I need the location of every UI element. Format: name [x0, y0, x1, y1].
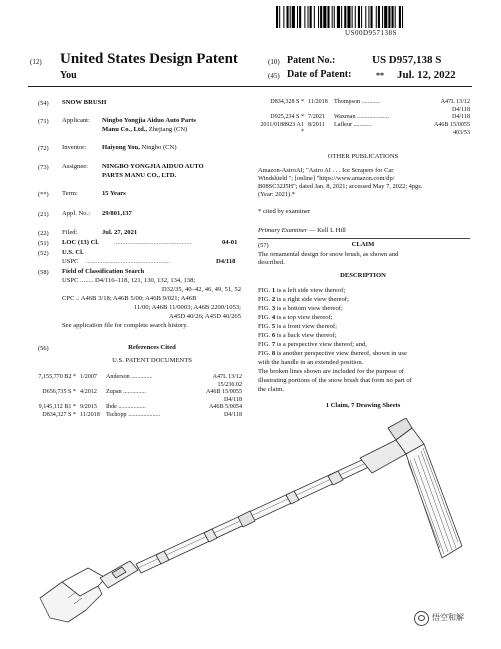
applicant-label: Applicant: [62, 117, 90, 124]
fig-caption: is a perspective view thereof; and, [275, 341, 367, 348]
ref-name: Waxman ..................... [334, 114, 390, 120]
barcode-bar [395, 6, 396, 28]
ref-class: D4/118 [223, 412, 242, 418]
inventor-label: Inventor: [62, 144, 87, 151]
barcode-bar [402, 6, 403, 28]
figure-description-line [258, 287, 345, 295]
assignee-line2: PARTS MANU CO., LTD. [102, 172, 177, 179]
ref-name: Anderson .............. [106, 374, 153, 380]
barcode-bar [310, 6, 312, 28]
fig-caption: is a front view thereof; [275, 323, 337, 330]
barcode-bar [287, 6, 289, 28]
fig-prefix: FIG. [258, 305, 272, 312]
ref-class-secondary: 15/236.02 [217, 381, 242, 388]
ref-date: 11/2018 [80, 412, 100, 418]
barcode-bar [292, 6, 295, 28]
figure-description-line [258, 323, 337, 331]
barcode-bar [355, 6, 356, 28]
fig-caption: is a right side view thereof; [275, 296, 349, 303]
filed-label: Filed: [62, 229, 78, 236]
term-value: 15 Years [102, 190, 126, 197]
code-45: (45) [268, 72, 280, 80]
document-type-title: United States Design Patent [60, 51, 238, 67]
other-publications-title: OTHER PUBLICATIONS [327, 153, 399, 160]
description-title: DESCRIPTION [340, 272, 386, 279]
barcode-bar [365, 6, 366, 28]
ref-class: D4/118 [451, 114, 470, 120]
examiner-name: — Kell L Hill [308, 227, 346, 234]
field-line3: CPC .. A46B 3/18; A46B 5/00; A46B 9/021; A46B [62, 295, 197, 302]
inventor-short: You [60, 70, 77, 81]
barcode-bar [276, 6, 278, 28]
other-pub-line3: B08SC32J5H"; dated Jan. 8, 2021; accessed May 7, 2022; 4pgs. [258, 183, 423, 190]
field-code: (58) [38, 269, 49, 276]
ref-class-secondary: D4/118 [451, 106, 470, 113]
ref-number: 2011/0188923 A1 * [260, 122, 304, 136]
figure-description-line [258, 350, 407, 358]
ref-name: Zupan ............... [106, 389, 146, 395]
ref-date: 11/2018 [308, 99, 328, 105]
ref-number: D834,328 S * [270, 99, 304, 105]
broken-lines-2: illustrating portions of the snow brush that form no part of [258, 377, 412, 384]
uspc-label: USPC [62, 258, 79, 265]
barcode-bar [358, 6, 360, 28]
applicant-line1: Ningbo Yongjia Aiduo Auto Parts [102, 117, 196, 124]
publication-number-under-barcode: US00D957138S [345, 29, 397, 37]
term-code: (**) [38, 191, 49, 198]
claim-code: (57) [258, 242, 269, 249]
barcode-bar [299, 6, 301, 28]
barcode-bar [297, 6, 298, 28]
barcode-bar [314, 6, 315, 28]
assignee-label: Assignee: [62, 163, 89, 170]
watermark-text: 悟空和解 [432, 613, 464, 622]
appl-label: Appl. No.: [62, 210, 91, 217]
barcode-bar [279, 6, 280, 28]
field-line5: A45D 40/26; A45D 40/265 [169, 313, 241, 320]
field-line2: D32/35, 40–42, 46, 49, 51, 52 [161, 286, 241, 293]
ref-number: D656,735 S * [42, 389, 76, 395]
ref-class-secondary: D4/118 [223, 396, 242, 403]
field-label: Field of Classification Search [62, 268, 145, 275]
assignee-line1: NINGBO YONGJIA AIDUO AUTO [102, 163, 204, 170]
barcode-bar [344, 6, 346, 28]
barcode-bar [352, 6, 353, 28]
barcode-bar [376, 6, 377, 28]
field-line4: 11/00; A46B 11/0003; A46B 2200/1053; [133, 304, 241, 311]
fig-number: 1 [271, 287, 276, 294]
barcode-bar [304, 6, 305, 28]
fig-caption: is a top view thereof; [275, 314, 333, 321]
figure-description-line [258, 305, 343, 313]
appl-number: 29/801,137 [102, 210, 132, 217]
fig-prefix: FIG. [258, 341, 272, 348]
other-pub-line2: Windshield "; [online] "https://www.amazon.com/dp/ [258, 175, 395, 182]
references-title: References Cited [128, 344, 176, 351]
fig-number: 4 [271, 314, 276, 321]
barcode-bar [337, 6, 340, 28]
cited-by-examiner: * cited by examiner [258, 208, 311, 215]
barcode-bar [308, 6, 309, 28]
fig-number: 5 [271, 323, 276, 330]
barcode-bar [399, 6, 401, 28]
applicant-line2-rest: Zhejiang (CN) [148, 126, 188, 133]
fig-prefix: FIG. [258, 332, 272, 339]
barcode-bar [341, 6, 342, 28]
ref-class: A46B 15/0055 [433, 122, 470, 128]
figure-description-line [258, 296, 349, 304]
barcode-bar [327, 6, 329, 28]
claim-line1: The ornamental design for snow brush, as shown and [258, 251, 399, 258]
patent-date: Jul. 12, 2022 [397, 69, 456, 81]
ref-date: 8/2011 [308, 122, 325, 128]
fig-caption: is a left side view thereof; [275, 287, 346, 294]
fig-caption: is a bottom view thereof; [275, 305, 343, 312]
ref-name: Ihde .................. [106, 404, 146, 410]
fig-prefix: FIG. [258, 350, 272, 357]
ref-name: Thompson ............ [334, 99, 380, 105]
date-of-patent-label: Date of Patent: [287, 69, 352, 80]
barcode-bar [332, 6, 333, 28]
broken-lines-3: the claim. [258, 386, 284, 393]
barcode-bar [382, 6, 383, 28]
wechat-icon [414, 611, 429, 626]
fig-number: 3 [271, 305, 276, 312]
filed-code: (22) [38, 230, 49, 237]
term-label: Term: [62, 190, 78, 197]
inventor-name: Haiyong You, [102, 144, 140, 151]
uspc-value: D4/118 [216, 258, 236, 265]
code-12: (12) [30, 58, 42, 66]
applicant-code: (71) [38, 118, 49, 125]
fig-number: 6 [271, 332, 276, 339]
field-line1: USPC ........ D4/116–118, 121, 130, 132, 134, 138; [62, 277, 196, 284]
barcode-bar [334, 6, 335, 28]
barcode-bar [290, 6, 291, 28]
barcode-bar [378, 6, 380, 28]
inventor-code: (72) [38, 145, 49, 152]
barcode-bar [318, 6, 319, 28]
inventor-city: Ningbo (CN) [141, 144, 177, 151]
barcode-bar [384, 6, 387, 28]
loc-code: (51) [38, 240, 49, 247]
title-code: (54) [38, 100, 49, 107]
ref-class-secondary: 403/53 [453, 129, 470, 136]
invention-title: SNOW BRUSH [62, 99, 107, 106]
date-marker: ** [376, 71, 384, 80]
barcode-bar [368, 6, 369, 28]
loc-value: 04-01 [222, 239, 238, 246]
header-rule [28, 86, 472, 87]
ref-number: D834,327 S * [42, 412, 76, 418]
barcode-bar [323, 6, 326, 28]
ref-name: Tschopp ..................... [106, 412, 161, 418]
fig-number: 8 [271, 350, 276, 357]
fig-number: 2 [271, 296, 276, 303]
references-subtitle: U.S. PATENT DOCUMENTS [112, 357, 192, 364]
field-line6: See application file for complete search history. [62, 322, 188, 329]
ref-class: A47L 13/12 [440, 99, 470, 105]
fig-prefix: FIG. [258, 323, 272, 330]
fig-prefix: FIG. [258, 314, 272, 321]
snow-brush-drawing [28, 418, 478, 632]
ref-number: 9,145,112 B1 * [38, 404, 76, 410]
fig-caption: is a back view thereof; [275, 332, 337, 339]
code-10: (10) [268, 58, 280, 66]
barcode-bar [392, 6, 394, 28]
fig-caption: is another perspective view thereof, shown in use [275, 350, 407, 357]
ref-date: 4/2012 [80, 389, 97, 395]
ref-class: A46B 15/0055 [205, 389, 242, 395]
barcode-bar [388, 6, 390, 28]
other-pub-line4: (Year: 2021).* [258, 191, 295, 198]
references-code: (56) [38, 345, 49, 352]
barcode-bar [347, 6, 350, 28]
appl-code: (21) [38, 211, 49, 218]
claim-title: CLAIM [351, 241, 375, 248]
ref-class: A46B 5/0054 [208, 404, 242, 410]
ref-class: A47L 13/12 [212, 374, 242, 380]
examiner-label: Primary Examiner [258, 227, 308, 234]
applicant-line2-bold: Manu Co., Ltd., [102, 126, 148, 133]
barcode-bar [371, 6, 373, 28]
uscl-label: U.S. Cl. [62, 249, 84, 256]
claim-line2: described. [258, 259, 285, 266]
broken-lines-1: The broken lines shown are included for the purpose of [258, 368, 404, 375]
other-pub-line1: Amazon-AstroAI; "Astro AI . . . Ice Scrapers for Car [258, 167, 394, 174]
claims-drawings-summary: 1 Claim, 7 Drawing Sheets [325, 402, 401, 409]
ref-date: 7/2021 [308, 114, 325, 120]
loc-label: LOC (13) Cl. [62, 239, 99, 246]
figure-description-line [258, 341, 367, 349]
figure-description-line [258, 332, 337, 340]
barcode-bar [283, 6, 284, 28]
uspc-dots: ................................................... [86, 258, 171, 265]
description-cont: with the handle in an extended position. [258, 359, 364, 366]
fig-prefix: FIG. [258, 287, 272, 294]
loc-dots: ............................................... [114, 239, 192, 246]
figure-description-line [258, 314, 333, 322]
fig-number: 7 [271, 341, 276, 348]
uscl-code: (52) [38, 250, 49, 257]
barcode-bar [320, 6, 322, 28]
patent-no-label: Patent No.: [287, 55, 336, 66]
ref-date: 9/2015 [80, 404, 97, 410]
ref-name: Lafleur ............ [334, 122, 372, 128]
barcode-bar [361, 6, 362, 28]
fig-prefix: FIG. [258, 296, 272, 303]
patent-number: US D957,138 S [372, 54, 442, 66]
ref-number: 7,155,770 B2 * [38, 374, 76, 380]
examiner-rule [258, 238, 470, 239]
ref-number: D925,234 S * [270, 114, 304, 120]
ref-date: 1/2007 [80, 374, 97, 380]
filed-date: Jul. 27, 2021 [102, 229, 138, 236]
assignee-code: (73) [38, 164, 49, 171]
barcode [276, 6, 466, 28]
